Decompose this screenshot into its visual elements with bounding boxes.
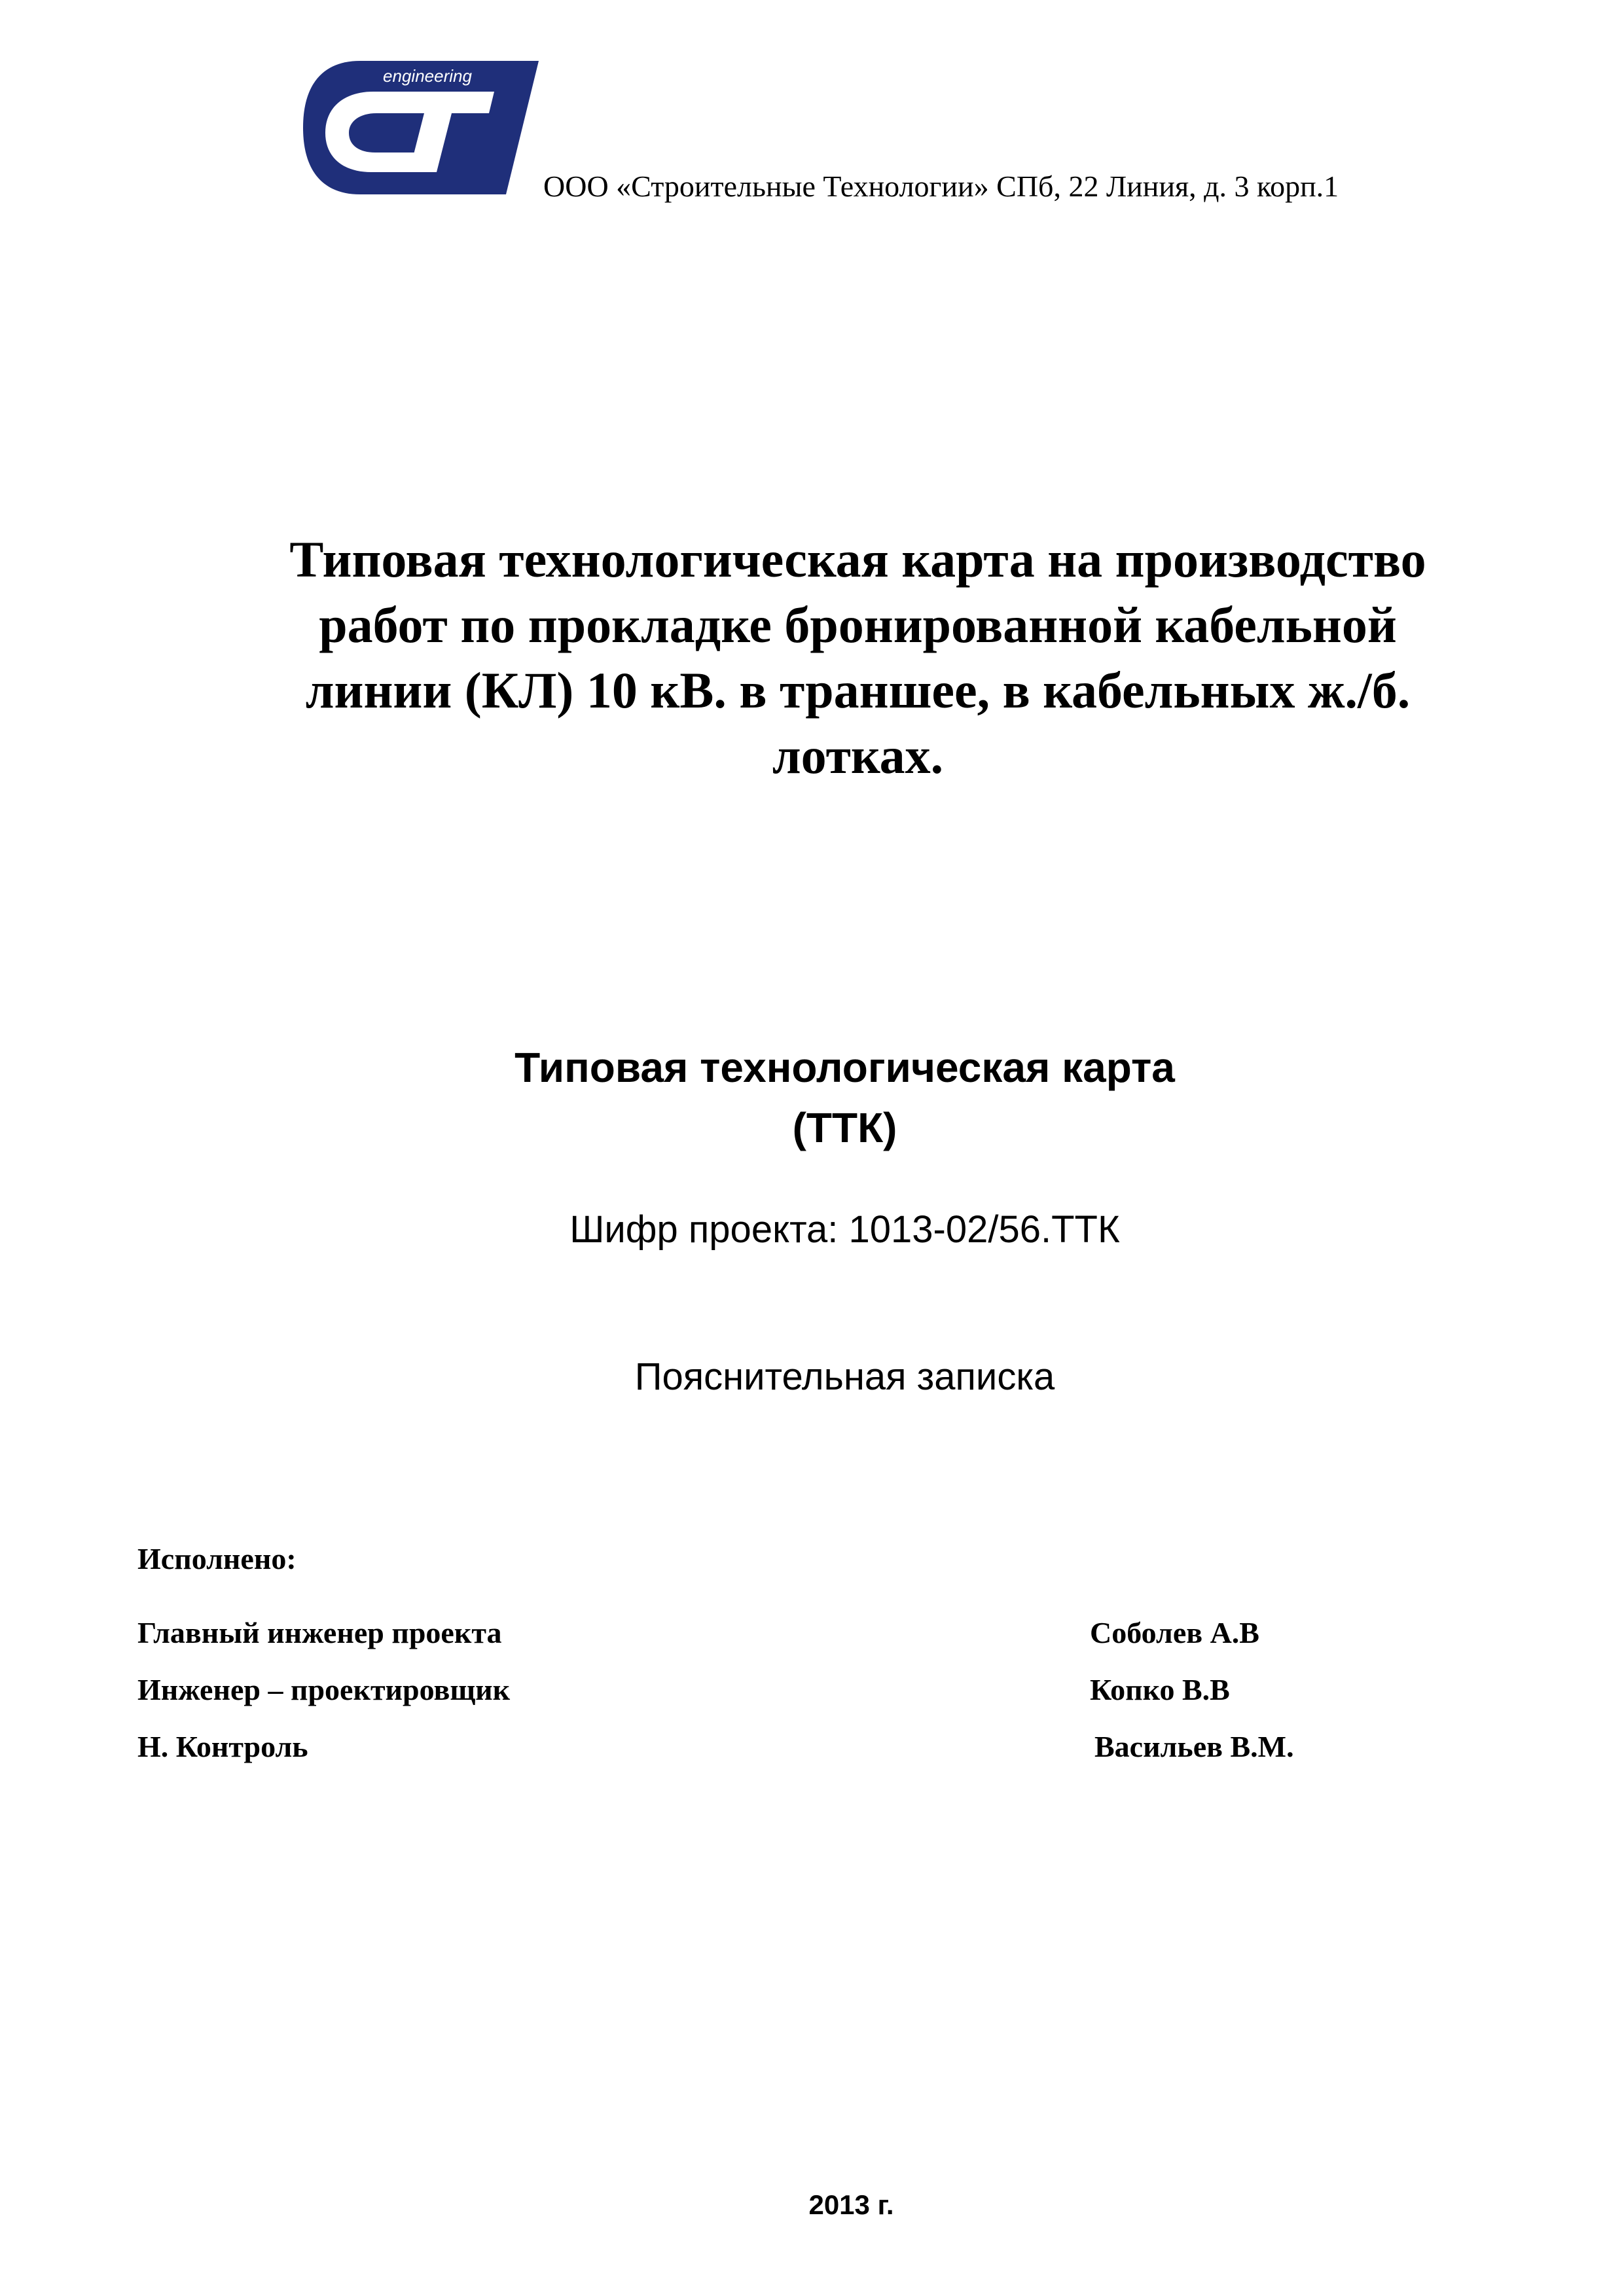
company-logo — [298, 56, 540, 200]
company-header: ООО «Строительные Технологии» СПб, 22 Линия, д. 3 корп.1 — [543, 170, 1339, 203]
executed-label: Исполнено: — [137, 1542, 297, 1575]
title-line: работ по прокладке бронированной кабельной — [319, 596, 1397, 653]
title-line: линии (КЛ) 10 кВ. в траншее, в кабельных ж./б. — [305, 662, 1411, 719]
signer-name: Копко В.В — [1090, 1673, 1230, 1706]
project-cipher: Шифр проекта: 1013-02/56.ТТК — [569, 1208, 1120, 1251]
signer-role: Главный инженер проекта — [137, 1616, 502, 1649]
document-title — [0, 527, 1624, 789]
signer-row — [137, 1729, 1381, 1786]
logo-text: engineering — [383, 66, 472, 86]
signers-block — [137, 1541, 1381, 1786]
title-line: лотках. — [772, 727, 944, 784]
signer-row — [137, 1672, 1381, 1729]
subtitle-line: Типовая технологическая карта — [514, 1044, 1175, 1091]
signer-name: Соболев А.В — [1090, 1616, 1259, 1649]
signer-name: Васильев В.М. — [1094, 1730, 1294, 1763]
signer-role: Н. Контроль — [137, 1730, 308, 1763]
title-line: Типовая технологическая карта на производство — [289, 531, 1426, 588]
signer-role: Инженер – проектировщик — [137, 1673, 511, 1706]
document-subtitle — [0, 1037, 1624, 1158]
subtitle-line: (ТТК) — [792, 1104, 897, 1151]
explanatory-note-label: Пояснительная записка — [634, 1355, 1055, 1398]
document-year: 2013 г. — [808, 2189, 894, 2220]
signer-row — [137, 1615, 1381, 1672]
